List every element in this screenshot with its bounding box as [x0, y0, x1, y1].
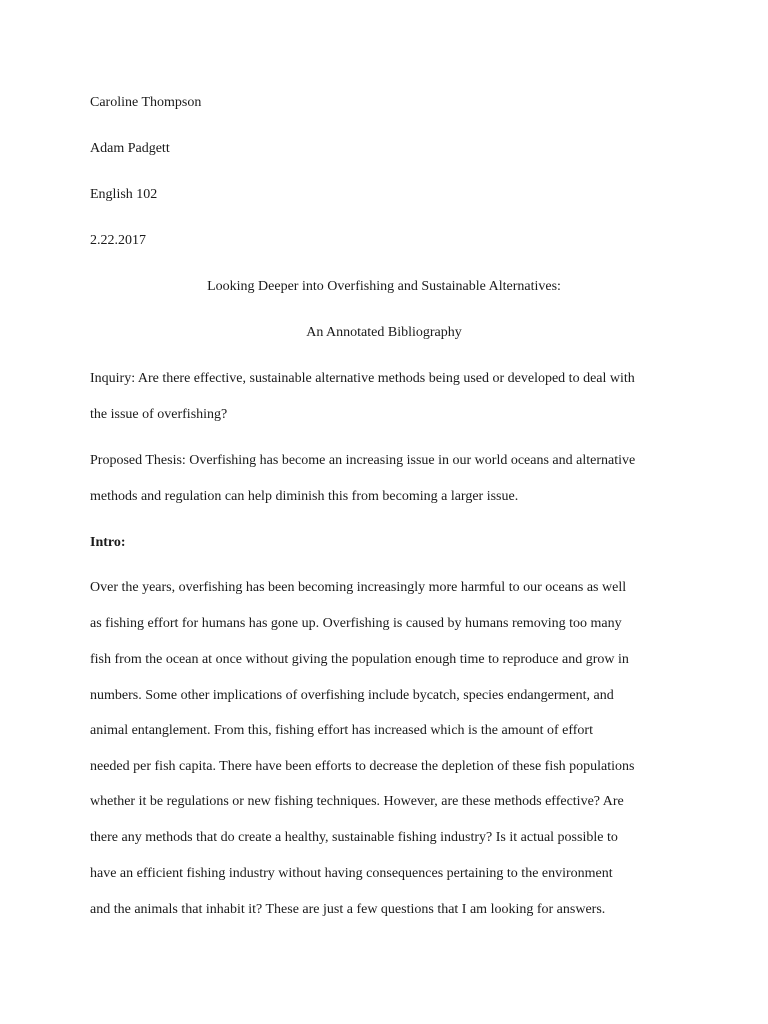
intro-paragraph-line: numbers. Some other implications of overfishing include bycatch, species endangerment, and [90, 688, 614, 703]
intro-paragraph-line: and the animals that inhabit it? These are just a few questions that I am looking for answers. [90, 902, 606, 917]
document-subtitle: An Annotated Bibliography [306, 325, 462, 340]
document-date: 2.22.2017 [90, 233, 146, 248]
intro-paragraph-line: animal entanglement. From this, fishing effort has increased which is the amount of effort [90, 723, 593, 738]
intro-paragraph-line: needed per fish capita. There have been efforts to decrease the depletion of these fish populations [90, 759, 635, 774]
intro-paragraph-line: as fishing effort for humans has gone up. Overfishing is caused by humans removing too many [90, 616, 622, 631]
intro-paragraph-line: Over the years, overfishing has been becoming increasingly more harmful to our oceans as well [90, 580, 627, 595]
document-title: Looking Deeper into Overfishing and Sustainable Alternatives: [207, 279, 561, 294]
inquiry-line: the issue of overfishing? [90, 407, 228, 422]
instructor-name: Adam Padgett [90, 141, 170, 156]
thesis-line: Proposed Thesis: Overfishing has become an increasing issue in our world oceans and alternative [90, 453, 636, 468]
intro-heading: Intro: [90, 535, 126, 550]
intro-paragraph-line: whether it be regulations or new fishing techniques. However, are these methods effective? Are [90, 794, 624, 809]
thesis-line: methods and regulation can help diminish this from becoming a larger issue. [90, 489, 519, 504]
intro-paragraph-line: have an efficient fishing industry without having consequences pertaining to the environment [90, 866, 613, 881]
intro-paragraph-line: fish from the ocean at once without giving the population enough time to reproduce and grow in [90, 652, 629, 667]
course-name: English 102 [90, 187, 158, 202]
intro-paragraph-line: there any methods that do create a healthy, sustainable fishing industry? Is it actual possible to [90, 830, 618, 845]
author-name: Caroline Thompson [90, 95, 202, 110]
inquiry-line: Inquiry: Are there effective, sustainable alternative methods being used or developed to deal with [90, 371, 635, 386]
